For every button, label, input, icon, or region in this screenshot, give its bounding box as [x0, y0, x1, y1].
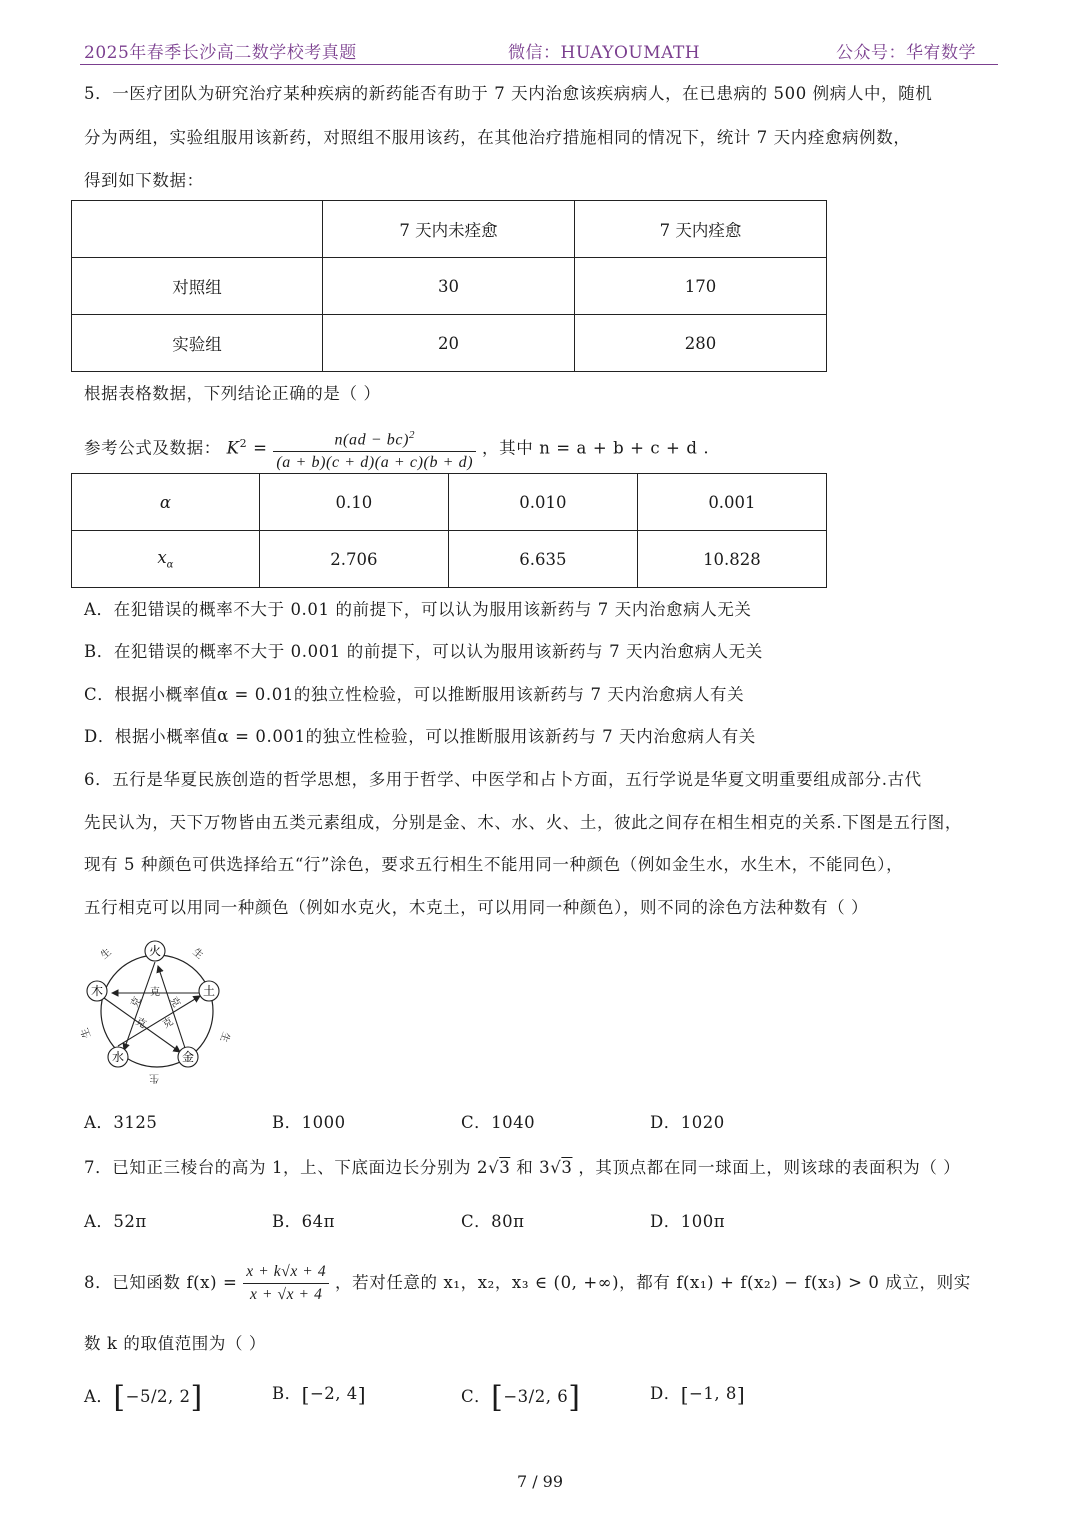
q5-line3: 得到如下数据： [84, 171, 204, 190]
q7-text-b: 和 3 [516, 1158, 551, 1177]
q5-option-c: C．根据小概率值α = 0.01的独立性检验，可以推断服用该新药与 7 天内治愈病人有关 [84, 685, 745, 704]
sheng-label: 生 [99, 946, 114, 962]
q6-line4: 五行相克可以用同一种颜色（例如水克火，木克土，可以用同一种颜色），则不同的涂色方法种数有（ ） [84, 898, 869, 917]
table-row [72, 315, 827, 372]
element-metal: 金 [181, 1050, 195, 1064]
header-divider [80, 64, 998, 65]
ke-label: 克 [167, 995, 182, 1010]
q8-numerator: x + k√x + 4 [243, 1261, 329, 1284]
element-earth: 土 [202, 984, 216, 998]
q7-text-a: 7．已知正三棱台的高为 1，上、下底面边长分别为 2 [84, 1158, 489, 1177]
q5-line1: 5．一医疗团队为研究治疗某种疾病的新药能否有助于 7 天内治愈该疾病病人，在已患病的 500 例病人中，随机 [84, 84, 933, 103]
table-row [72, 474, 827, 531]
q5-reference-table [71, 473, 827, 588]
q8-option-b: B．[−2, 4] [272, 1382, 367, 1407]
q8-denominator: x + √x + 4 [249, 1286, 323, 1303]
table-cell: 0.001 [637, 474, 826, 531]
q8-function-fraction [243, 1261, 329, 1306]
q7-option-c: C．80π [461, 1212, 525, 1231]
header-left: 2025年春季长沙高二数学校考真题 [84, 43, 357, 63]
q6-option-c: C．1040 [461, 1113, 536, 1132]
q6-line2: 先民认为，天下万物皆由五类元素组成，分别是金、木、水、火、土，彼此之间存在相生相克的关系.下图是五行图， [84, 813, 962, 832]
formula-denominator: (a + b)(c + d)(a + c)(b + d) [276, 454, 474, 472]
table-cell: 170 [574, 258, 826, 315]
formula-fraction [273, 424, 476, 474]
table-row [72, 531, 827, 588]
element-water: 水 [111, 1050, 125, 1064]
q6-line1: 6．五行是华夏民族创造的哲学思想，多用于哲学、中医学和占卜方面，五行学说是华夏文明重要组成部分.古代 [84, 770, 922, 789]
ke-label: 克 [133, 1016, 148, 1031]
q8-line2: 数 k 的取值范围为（ ） [84, 1334, 267, 1353]
q5-option-a: A．在犯错误的概率不大于 0.01 的前提下，可以认为服用该新药与 7 天内治愈病人无关 [84, 600, 752, 619]
q8-prefix: 8．已知函数 f(x) = [84, 1273, 244, 1292]
formula-lhs: K [226, 438, 240, 458]
table-row [72, 258, 827, 315]
table-cell: 对照组 [72, 258, 323, 315]
q5-option-b: B．在犯错误的概率不大于 0.001 的前提下，可以认为服用该新药与 7 天内治愈病人无关 [84, 642, 763, 661]
q8-option-c: C．[−3/2, 6] [461, 1380, 581, 1415]
ke-label: 克 [150, 987, 160, 998]
table-cell: 280 [574, 315, 826, 372]
table-cell: 0.010 [448, 474, 637, 531]
q8-option-a: A．[−5/2, 2] [84, 1380, 203, 1415]
q7-line: 7．已知正三棱台的高为 1，上、下底面边长分别为 2√3 和 3√3 ，其顶点都在同一球面上，则该球的表面积为（ ） [84, 1158, 961, 1177]
table-cell: 0.10 [259, 474, 448, 531]
q5-line2: 分为两组，实验组服用该新药，对照组不服用该药，在其他治疗措施相同的情况下，统计 7 天内痊愈病例数， [84, 128, 911, 147]
formula-prefix: 参考公式及数据： [84, 438, 221, 458]
q6-option-d: D．1020 [650, 1113, 725, 1132]
sheng-label: 生 [79, 1026, 94, 1040]
q6-option-a: A．3125 [84, 1113, 158, 1132]
table-cell: 30 [322, 258, 574, 315]
alpha-label: α [72, 474, 260, 531]
sheng-label: 生 [217, 1030, 232, 1044]
table-header-cell: 7 天内痊愈 [574, 201, 826, 258]
table-cell: 20 [322, 315, 574, 372]
header-center: 微信：HUAYOUMATH [508, 43, 701, 63]
table-cell: 实验组 [72, 315, 323, 372]
q8-option-d: D．[−1, 8] [650, 1382, 746, 1407]
q8-middle: ，若对任意的 x₁，x₂，x₃ ∈ (0, +∞)，都有 f(x₁) + f(x₂) − f(x₃) > 0 成立，则实 [335, 1273, 971, 1292]
sqrt-radicand: 3 [561, 1158, 573, 1177]
table-cell: 2.706 [259, 531, 448, 588]
five-elements-diagram [78, 938, 238, 1088]
element-fire: 火 [148, 944, 162, 958]
sheng-label: 生 [149, 1072, 159, 1083]
ke-label: 克 [129, 995, 144, 1010]
x-alpha-label: $x_\alpha$ [72, 531, 260, 588]
element-wood: 木 [90, 984, 104, 998]
q6-option-b: B．1000 [272, 1113, 346, 1132]
q5-question: 根据表格数据，下列结论正确的是（ ） [84, 384, 381, 403]
table-cell: 10.828 [637, 531, 826, 588]
q5-formula-line: 参考公式及数据： $K^2$ = $\frac{n(ad - bc)^2}{(a + b)(c + d)(a + c)(b + d)}$ ，其中 n = a + b + c + d . [84, 420, 709, 468]
table-header-cell: 7 天内未痊愈 [322, 201, 574, 258]
formula-exp: 2 [239, 437, 248, 450]
q7-text-c: ，其顶点都在同一球面上，则该球的表面积为（ ） [578, 1158, 961, 1177]
header-right: 公众号：华宥数学 [836, 43, 976, 63]
table-cell: 6.635 [448, 531, 637, 588]
page-number: 7 / 99 [516, 1472, 564, 1491]
q5-option-d: D．根据小概率值α = 0.001的独立性检验，可以推断服用该新药与 7 天内治愈病人有关 [84, 727, 756, 746]
table-header-cell [72, 201, 323, 258]
sheng-label: 生 [190, 946, 205, 962]
q7-option-b: B．64π [272, 1212, 335, 1231]
q6-line3: 现有 5 种颜色可供选择给五“行”涂色，要求五行相生不能用同一种颜色（例如金生水，水生木，不能同色）， [84, 855, 904, 874]
q8-line1 [84, 1258, 971, 1308]
formula-suffix: ，其中 n = a + b + c + d . [482, 438, 710, 458]
sqrt-radicand: 3 [499, 1158, 511, 1177]
q5-data-table [71, 200, 827, 372]
formula-numerator: n(ad − bc)$^2$ [273, 424, 476, 452]
q7-option-d: D．100π [650, 1212, 726, 1231]
q7-option-a: A．52π [84, 1212, 147, 1231]
ke-label: 克 [161, 1016, 176, 1031]
